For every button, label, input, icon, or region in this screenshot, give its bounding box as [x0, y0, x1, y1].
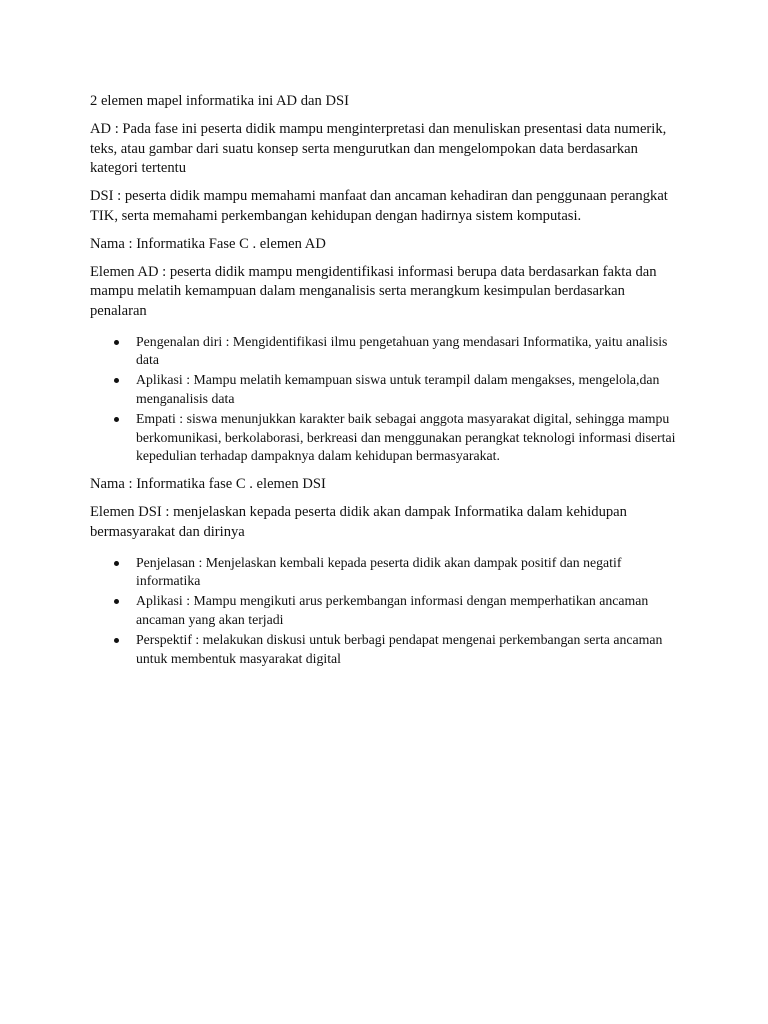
bullet-icon	[114, 340, 119, 345]
bullet-icon	[114, 561, 119, 566]
dsi-definition: DSI : peserta didik mampu memahami manfaat dan ancaman kehadiran dan penggunaan perangkat TIK, serta memahami perkembangan kehidupan dengan hadirnya sistem komputasi.	[90, 188, 668, 224]
dsi-bullet-list	[90, 554, 680, 668]
list-item-text: Pengenalan diri : Mengidentifikasi ilmu pengetahuan yang mendasari Informatika, yaitu analisis data	[136, 333, 668, 367]
list-item	[90, 554, 680, 591]
document-page	[90, 92, 680, 678]
dsi-name-line: Nama : Informatika fase C . elemen DSI	[90, 476, 326, 493]
ad-definition: AD : Pada fase ini peserta didik mampu menginterpretasi dan menuliskan presentasi data numerik, teks, atau gambar dari suatu konsep serta mengurutkan dan mengelompokan data berdasarkan kategori tertentu	[90, 120, 667, 177]
list-item	[90, 371, 680, 408]
bullet-icon	[114, 378, 119, 383]
ad-bullet-list	[90, 333, 680, 466]
ad-element-line: Elemen AD : peserta didik mampu mengidentifikasi informasi berupa data berdasarkan fakta dan mampu melatih kemampuan dalam menganalisis serta merangkum kesimpulan berdasarkan penalaran	[90, 263, 657, 319]
list-item	[90, 333, 680, 370]
bullet-icon	[114, 638, 119, 643]
ad-name-line: Nama : Informatika Fase C . elemen AD	[90, 235, 326, 252]
list-item	[90, 592, 680, 629]
list-item-text: Empati : siswa menunjukkan karakter baik sebagai anggota masyarakat digital, sehingga mampu berkomunikasi, berkolaborasi, berkreasi dan menggunakan perangkat teknologi informasi disertai kepedulian terhadap dampaknya dalam kehidupan bermasyarakat.	[136, 411, 676, 463]
list-item-text: Penjelasan : Menjelaskan kembali kepada peserta didik akan dampak positif dan negatif informatika	[136, 554, 622, 588]
list-item-text: Aplikasi : Mampu melatih kemampuan siswa untuk terampil dalam mengakses, mengelola,dan menganalisis data	[136, 372, 660, 406]
dsi-element-line: Elemen DSI : menjelaskan kepada peserta didik akan dampak Informatika dalam kehidupan bermasyarakat dan dirinya	[90, 504, 627, 540]
document-heading: 2 elemen mapel informatika ini AD dan DSI	[90, 93, 349, 109]
list-item	[90, 631, 680, 668]
list-item-text: Aplikasi : Mampu mengikuti arus perkembangan informasi dengan memperhatikan ancaman ancaman yang akan terjadi	[136, 593, 649, 627]
list-item	[90, 410, 680, 465]
list-item-text: Perspektif : melakukan diskusi untuk berbagi pendapat mengenai perkembangan serta ancaman untuk membentuk masyarakat digital	[136, 632, 663, 666]
bullet-icon	[114, 599, 119, 604]
bullet-icon	[114, 417, 119, 422]
